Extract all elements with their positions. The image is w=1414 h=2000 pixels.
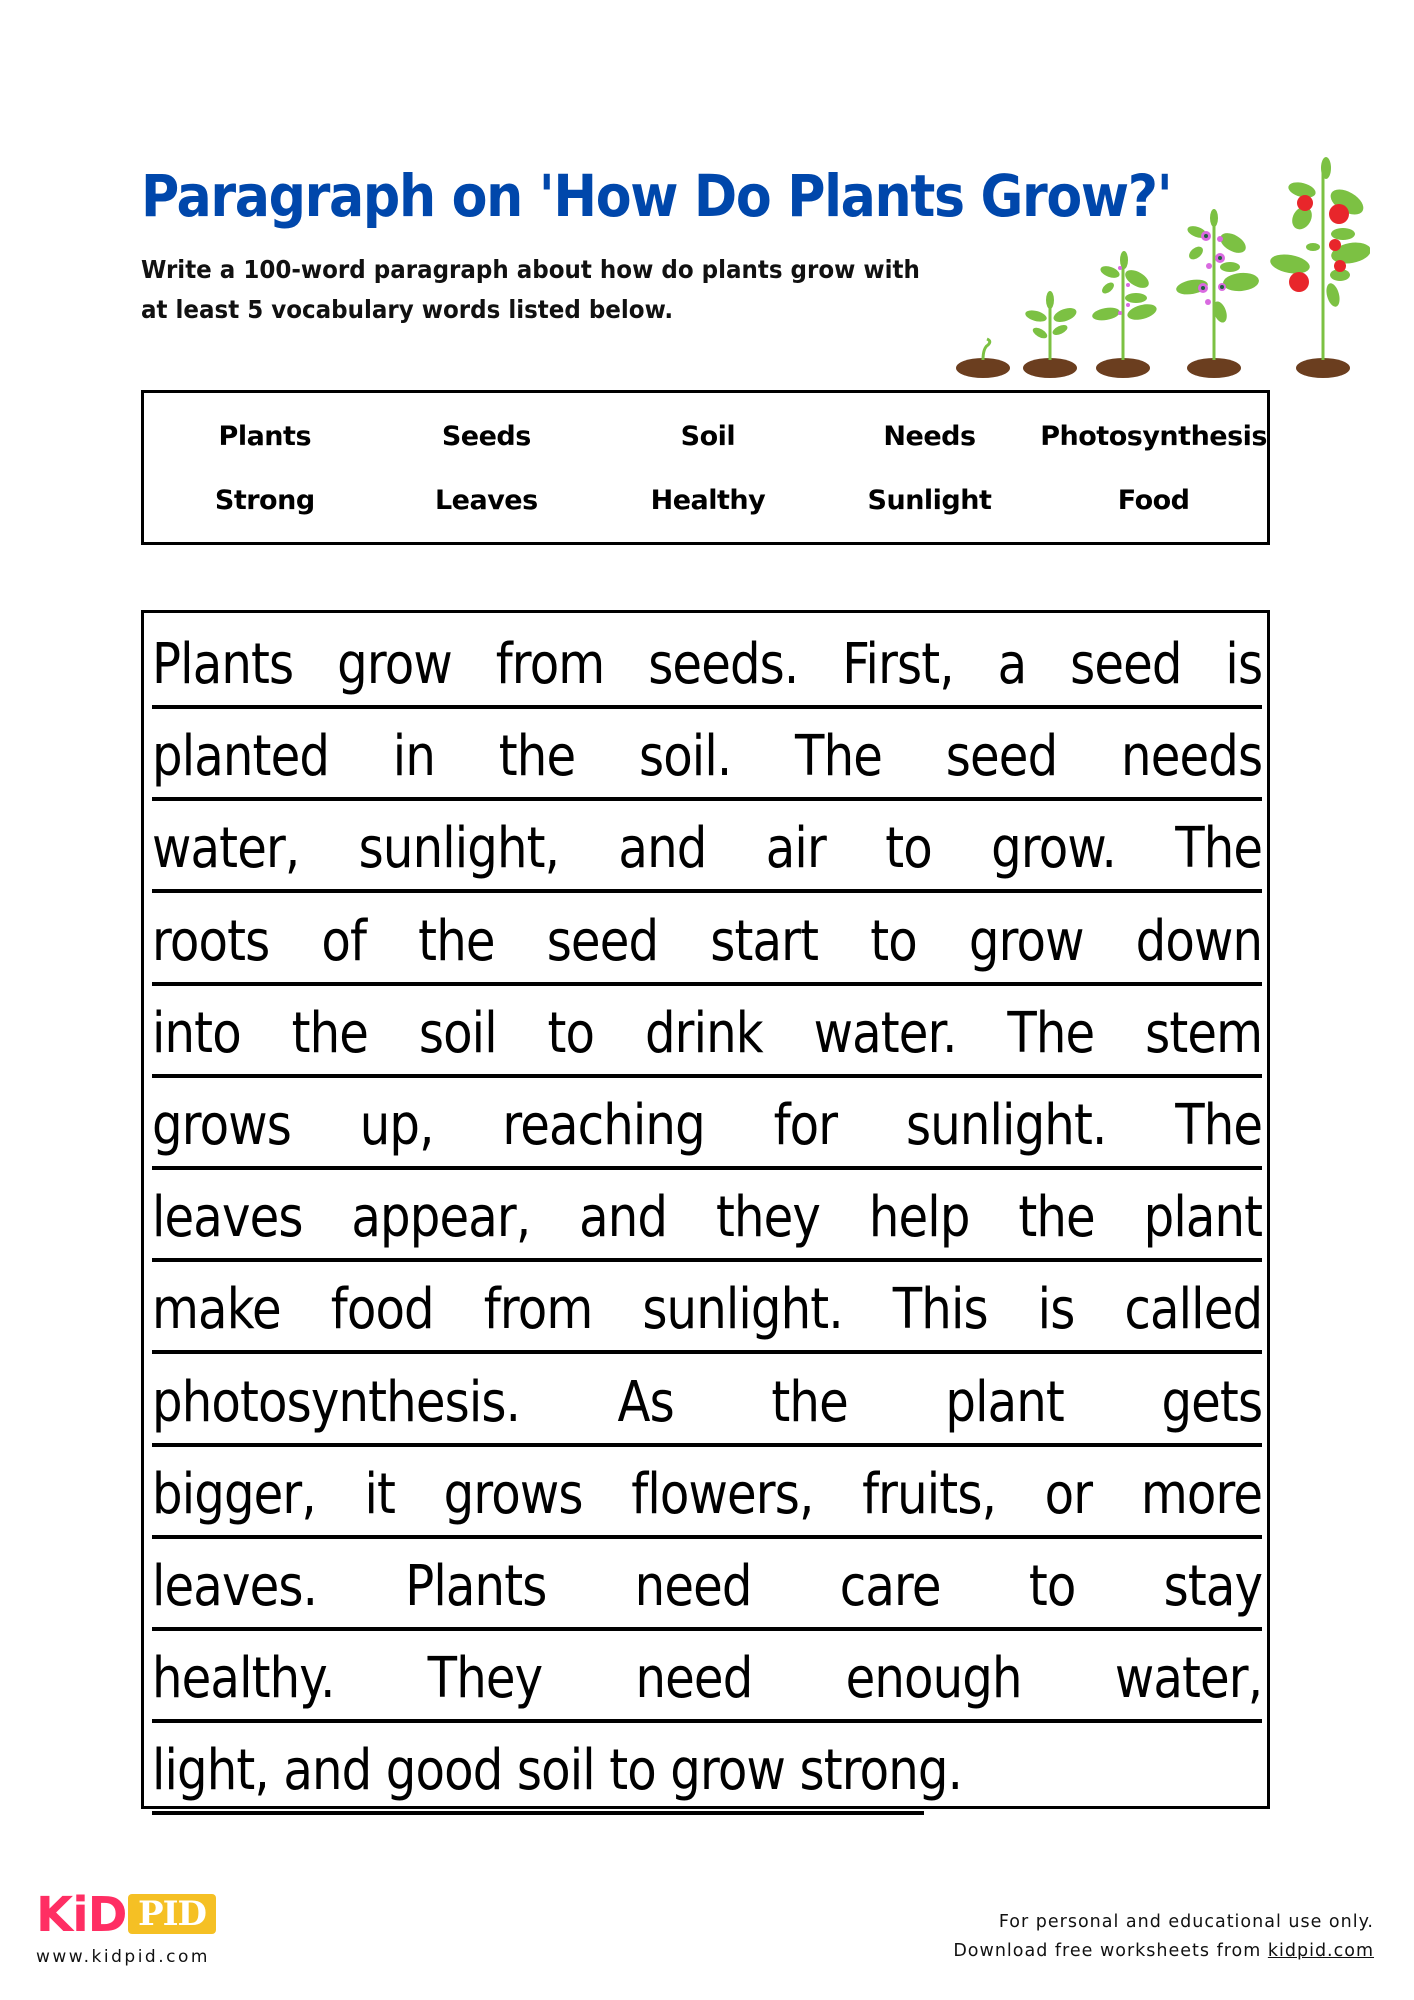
usage-note: For personal and educational use only. bbox=[998, 1912, 1374, 1932]
kidpid-link[interactable]: kidpid.com bbox=[1267, 1941, 1374, 1961]
instructions bbox=[141, 250, 920, 330]
vocabulary-box bbox=[141, 390, 1270, 545]
paragraph-line: grows up, reaching for sunlight. The bbox=[152, 1086, 1262, 1178]
vocab-word: Sunlight bbox=[867, 485, 992, 516]
writing-line bbox=[152, 1811, 924, 1815]
writing-line bbox=[152, 1074, 1262, 1078]
writing-line bbox=[152, 889, 1262, 893]
vocab-word: Healthy bbox=[650, 485, 766, 516]
flowering-plant-icon bbox=[1175, 209, 1260, 378]
vocab-word: Photosynthesis bbox=[1040, 421, 1267, 452]
footer-note bbox=[953, 1908, 1374, 1966]
paragraph-line: make food from sunlight. This is called bbox=[152, 1270, 1262, 1362]
logo-kid-text: KiD bbox=[36, 1887, 127, 1943]
vocab-word: Needs bbox=[883, 421, 976, 452]
paragraph-line: light, and good soil to grow strong. bbox=[152, 1731, 1262, 1823]
paragraph-line: into the soil to drink water. The stem bbox=[152, 994, 1262, 1086]
paragraph-lines bbox=[152, 625, 1262, 1823]
fruiting-plant-icon bbox=[1269, 157, 1370, 378]
writing-line bbox=[152, 705, 1262, 709]
vocab-word: Food bbox=[1117, 485, 1190, 516]
vocab-word: Leaves bbox=[434, 485, 538, 516]
paragraph-line: bigger, it grows flowers, fruits, or more bbox=[152, 1455, 1262, 1547]
writing-line bbox=[152, 797, 1262, 801]
page-title: Paragraph on 'How Do Plants Grow?' bbox=[141, 162, 1172, 230]
writing-line bbox=[152, 1719, 1262, 1723]
logo-pid-badge: PID bbox=[128, 1894, 216, 1934]
writing-line bbox=[152, 1166, 1262, 1170]
plant-growth-stages-illustration bbox=[950, 150, 1370, 380]
sprout-icon bbox=[956, 339, 1010, 378]
vocab-word: Plants bbox=[218, 421, 312, 452]
paragraph-line: water, sunlight, and air to grow. The bbox=[152, 809, 1262, 901]
writing-line bbox=[152, 1350, 1262, 1354]
young-plant-icon bbox=[1091, 251, 1158, 378]
seedling-icon bbox=[1023, 291, 1078, 378]
writing-line bbox=[152, 982, 1262, 986]
writing-line bbox=[152, 1627, 1262, 1631]
paragraph-line: photosynthesis. As the plant gets bbox=[152, 1363, 1262, 1455]
paragraph-line: healthy. They need enough water, bbox=[152, 1639, 1262, 1731]
paragraph-line: Plants grow from seeds. First, a seed is bbox=[152, 625, 1262, 717]
vocab-word: Soil bbox=[680, 421, 736, 452]
vocabulary-grid bbox=[144, 393, 1267, 542]
paragraph-box bbox=[141, 610, 1270, 1809]
vocab-word: Seeds bbox=[441, 421, 531, 452]
writing-line bbox=[152, 1535, 1262, 1539]
paragraph-line: leaves appear, and they help the plant bbox=[152, 1178, 1262, 1270]
paragraph-line: planted in the soil. The seed needs bbox=[152, 717, 1262, 809]
download-note: Download free worksheets from kidpid.com bbox=[953, 1941, 1374, 1961]
writing-line bbox=[152, 1443, 1262, 1447]
logo-url: www.kidpid.com bbox=[36, 1947, 210, 1967]
writing-line bbox=[152, 1258, 1262, 1262]
instructions-line-2: at least 5 vocabulary words listed below. bbox=[141, 295, 674, 324]
instructions-line-1: Write a 100-word paragraph about how do plants grow with bbox=[141, 255, 920, 284]
paragraph-line: roots of the seed start to grow down bbox=[152, 902, 1262, 994]
vocab-word: Strong bbox=[214, 485, 315, 516]
paragraph-line: leaves. Plants need care to stay bbox=[152, 1547, 1262, 1639]
